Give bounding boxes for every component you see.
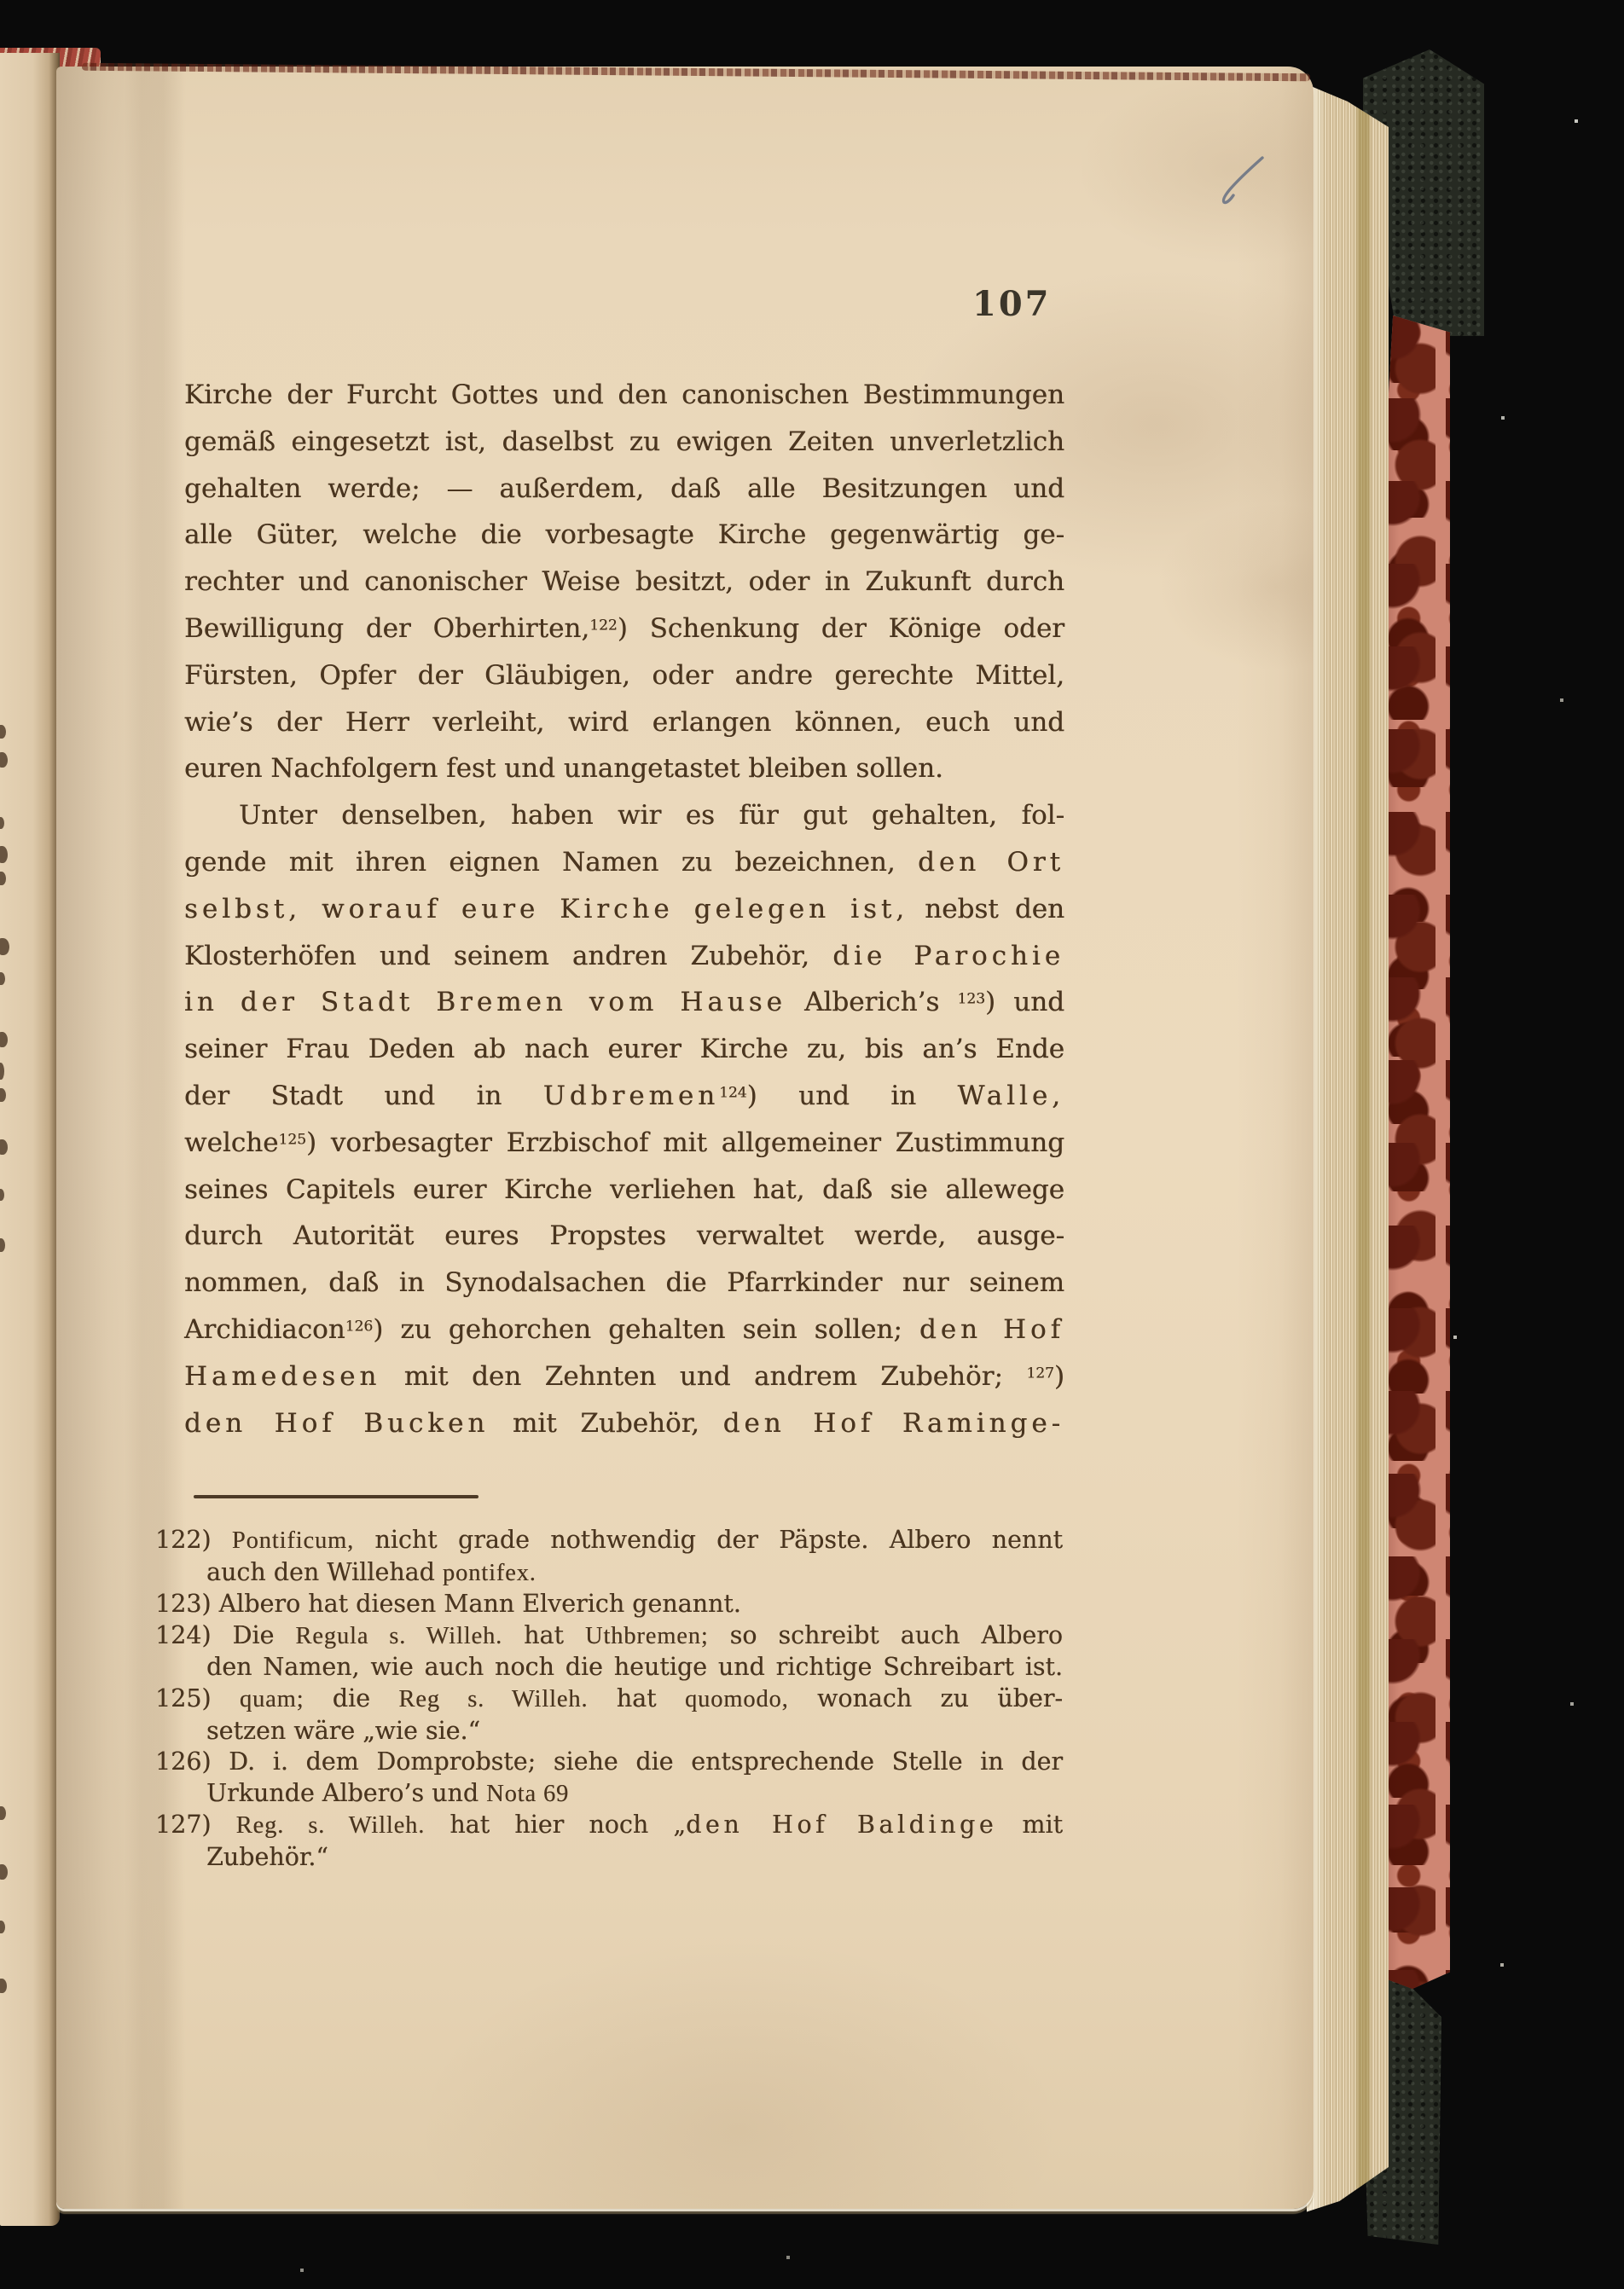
page-fore-edge-stack: [1307, 80, 1389, 2214]
text-segment: die: [304, 1683, 399, 1712]
text-segment: Udbremen: [542, 1080, 720, 1111]
text-line: [184, 466, 1064, 513]
text-segment: Klosterhöfen und seinem andren Zubehör,: [184, 940, 833, 971]
text-segment: ) und in: [746, 1080, 958, 1111]
edge-glyph-fragment: [0, 972, 5, 985]
edge-glyph-fragment: [0, 1032, 8, 1047]
text-segment: auch den Willehad: [206, 1557, 443, 1586]
text-segment: durch Autorität eures Propstes verwaltet werde, ausge-: [184, 1220, 1064, 1252]
footnote-reference: 124: [719, 1084, 747, 1102]
text-segment: gende mit ihren eignen Namen zu bezeichnen,: [184, 846, 919, 878]
text-segment: den Hof: [919, 1313, 1065, 1345]
text-line: [155, 1683, 1063, 1716]
text-segment: setzen wäre „wie sie.“: [206, 1716, 481, 1745]
footnote-reference: 123: [957, 990, 985, 1008]
text-segment: seines Capitels eurer Kirche verliehen hat, daß sie allewege: [184, 1173, 1064, 1205]
text-segment: in der Stadt Bremen vom Hause: [184, 987, 786, 1018]
book-page: [56, 67, 1314, 2209]
text-line: [184, 1400, 1064, 1447]
text-segment: Fürsten, Opfer der Gläubigen, oder andre gerechte Mittel,: [184, 659, 1064, 691]
text-line: [184, 745, 1064, 792]
text-segment: den Ort: [918, 846, 1064, 878]
text-segment: Walle,: [957, 1080, 1064, 1111]
text-segment: mit den Zehnten und andrem Zubehör;: [380, 1360, 1027, 1392]
text-segment: ) zu gehorchen gehalten sein sollen;: [373, 1313, 919, 1345]
edge-glyph-fragment: [0, 1979, 7, 1993]
text-line: [184, 419, 1064, 466]
footnote-reference: 127: [1026, 1365, 1054, 1382]
text-segment: ) vorbesagter Erzbischof mit allgemeiner Zustimmung: [305, 1127, 1064, 1158]
pen-mark-icon: [1209, 152, 1276, 208]
text-segment: Hamedesen: [184, 1360, 381, 1392]
page-number: 107: [972, 284, 1052, 324]
text-segment: Pontificum,: [231, 1527, 355, 1554]
dust-specks: [0, 0, 2, 2]
text-segment: Unter denselben, haben wir es für gut gehalten, fol-: [239, 800, 1064, 832]
text-line: [206, 1778, 1063, 1811]
text-line: [184, 933, 1064, 980]
text-segment: den Namen, wie auch noch die heutige und richtige Schreibart ist.: [206, 1653, 1063, 1682]
edge-glyph-fragment: [0, 1806, 6, 1820]
text-segment: 122): [155, 1526, 232, 1554]
text-line: [155, 1620, 1063, 1653]
edge-glyph-fragment: [0, 1189, 4, 1201]
text-line: [184, 372, 1064, 419]
text-line: [184, 1120, 1064, 1167]
text-line: [206, 1557, 1063, 1590]
text-segment: 125): [155, 1683, 240, 1712]
text-segment: wie’s der Herr verleiht, wird erlangen können, euch und: [184, 706, 1064, 738]
text-line: [155, 1810, 1063, 1842]
text-line: [184, 1260, 1064, 1307]
text-line: [155, 1525, 1063, 1557]
text-segment: alle Güter, welche die vorbesagte Kirche gegenwärtig ge-: [184, 519, 1064, 551]
text-segment: nebst den: [908, 893, 1064, 924]
text-line: [155, 1747, 1063, 1778]
text-line: [184, 1026, 1064, 1073]
text-line: [184, 1167, 1064, 1214]
text-line: [206, 1716, 1063, 1747]
text-segment: die Parochie: [832, 940, 1064, 971]
text-segment: Uthbremen;: [584, 1622, 709, 1649]
text-segment: quomodo,: [684, 1685, 789, 1712]
text-segment: Urkunde Albero’s und: [206, 1778, 487, 1807]
text-segment: ) und: [984, 987, 1064, 1018]
text-line: [184, 1307, 1064, 1353]
text-line: [206, 1652, 1063, 1683]
text-segment: wonach zu über-: [788, 1683, 1064, 1712]
text-segment: euren Nachfolgern fest und unangetastet bleiben sollen.: [184, 753, 943, 785]
text-line: [184, 1073, 1064, 1120]
text-segment: gemäß eingesetzt ist, daselbst zu ewigen Zeiten unverletzlich: [184, 426, 1064, 457]
text-segment: nommen, daß in Synodalsachen die Pfarrkinder nur seinem: [184, 1267, 1064, 1299]
text-segment: Alberich’s: [786, 987, 958, 1018]
text-segment: Bewilligung der Oberhirten,: [184, 612, 590, 644]
edge-glyph-fragment: [0, 872, 6, 885]
footnote-separator-rule: [194, 1495, 478, 1498]
text-segment: hat hier noch „: [425, 1811, 687, 1840]
text-segment: Reg. s. Willeh.: [235, 1812, 426, 1840]
text-segment: pontifex.: [442, 1559, 536, 1586]
text-segment: nicht grade nothwendig der Päpste. Albero nennt: [354, 1526, 1063, 1554]
edge-glyph-fragment: [0, 846, 8, 863]
edge-glyph-fragment: [0, 1864, 8, 1880]
text-segment: den Hof Bucken: [184, 1407, 490, 1439]
edge-glyph-fragment: [0, 1139, 8, 1155]
footnote-reference: 125: [278, 1131, 306, 1149]
text-segment: Reg s. Willeh.: [398, 1685, 589, 1712]
text-line: [184, 886, 1064, 933]
text-segment: so schreibt auch Albero: [708, 1620, 1063, 1649]
text-segment: selbst, worauf eure Kirche gelegen ist,: [184, 893, 909, 924]
text-segment: den Hof Raminge-: [722, 1407, 1065, 1439]
text-segment: Archidiacon: [184, 1313, 345, 1345]
text-segment: hat: [588, 1683, 685, 1712]
facing-page-sliver: [0, 53, 60, 2226]
text-segment: der Stadt und in: [184, 1080, 543, 1111]
text-segment: mit: [997, 1811, 1064, 1840]
text-line: [155, 1589, 1063, 1620]
text-line: [184, 792, 1064, 839]
text-segment: Kirche der Furcht Gottes und den canonischen Bestimmungen: [184, 380, 1064, 410]
text-segment: 124) Die: [155, 1620, 296, 1649]
text-segment: mit Zubehör,: [489, 1407, 723, 1439]
edge-glyph-fragment: [0, 725, 6, 739]
text-line: [206, 1842, 1063, 1874]
text-line: [184, 652, 1064, 699]
text-line: [184, 512, 1064, 559]
edge-glyph-fragment: [0, 1238, 5, 1252]
edge-glyph-fragment: [0, 1921, 5, 1933]
text-segment: 126) D. i. dem Domprobste; siehe die entsprechende Stelle in der: [155, 1747, 1063, 1776]
text-line: [184, 839, 1064, 886]
main-text-block: [184, 372, 1064, 1446]
text-line: [184, 559, 1064, 606]
text-line: [184, 1353, 1064, 1400]
text-segment: seiner Frau Deden ab nach eurer Kirche zu, bis an’s Ende: [184, 1034, 1064, 1065]
text-line: [184, 979, 1064, 1026]
text-segment: hat: [502, 1620, 585, 1649]
footnotes-block: [155, 1525, 1063, 1874]
text-segment: quam;: [239, 1685, 304, 1712]
edge-glyph-fragment: [0, 752, 8, 768]
text-segment: welche: [184, 1127, 279, 1158]
footnote-reference: 126: [345, 1318, 374, 1336]
edge-glyph-fragment: [0, 1088, 6, 1102]
text-segment: 127): [155, 1811, 236, 1840]
edge-glyph-fragment: [0, 938, 9, 955]
text-segment: gehalten werde; — außerdem, daß alle Besitzungen und: [184, 472, 1064, 504]
text-segment: rechter und canonischer Weise besitzt, oder in Zukunft durch: [184, 566, 1064, 598]
edge-glyph-fragment: [0, 817, 4, 829]
text-segment: Zubehör.“: [206, 1842, 328, 1871]
text-segment: den Hof Baldinge: [686, 1811, 998, 1840]
text-segment: Regula s. Willeh.: [295, 1622, 503, 1649]
text-segment: ) Schenkung der Könige oder: [617, 612, 1064, 644]
text-segment: Nota 69: [486, 1780, 570, 1807]
footnote-reference: 122: [589, 617, 618, 635]
text-line: [184, 699, 1064, 746]
text-line: [184, 1213, 1064, 1260]
text-segment: 123) Albero hat diesen Mann Elverich genannt.: [155, 1590, 741, 1619]
edge-glyph-fragment: [0, 1063, 4, 1080]
text-segment: ): [1053, 1360, 1064, 1392]
text-line: [184, 606, 1064, 652]
